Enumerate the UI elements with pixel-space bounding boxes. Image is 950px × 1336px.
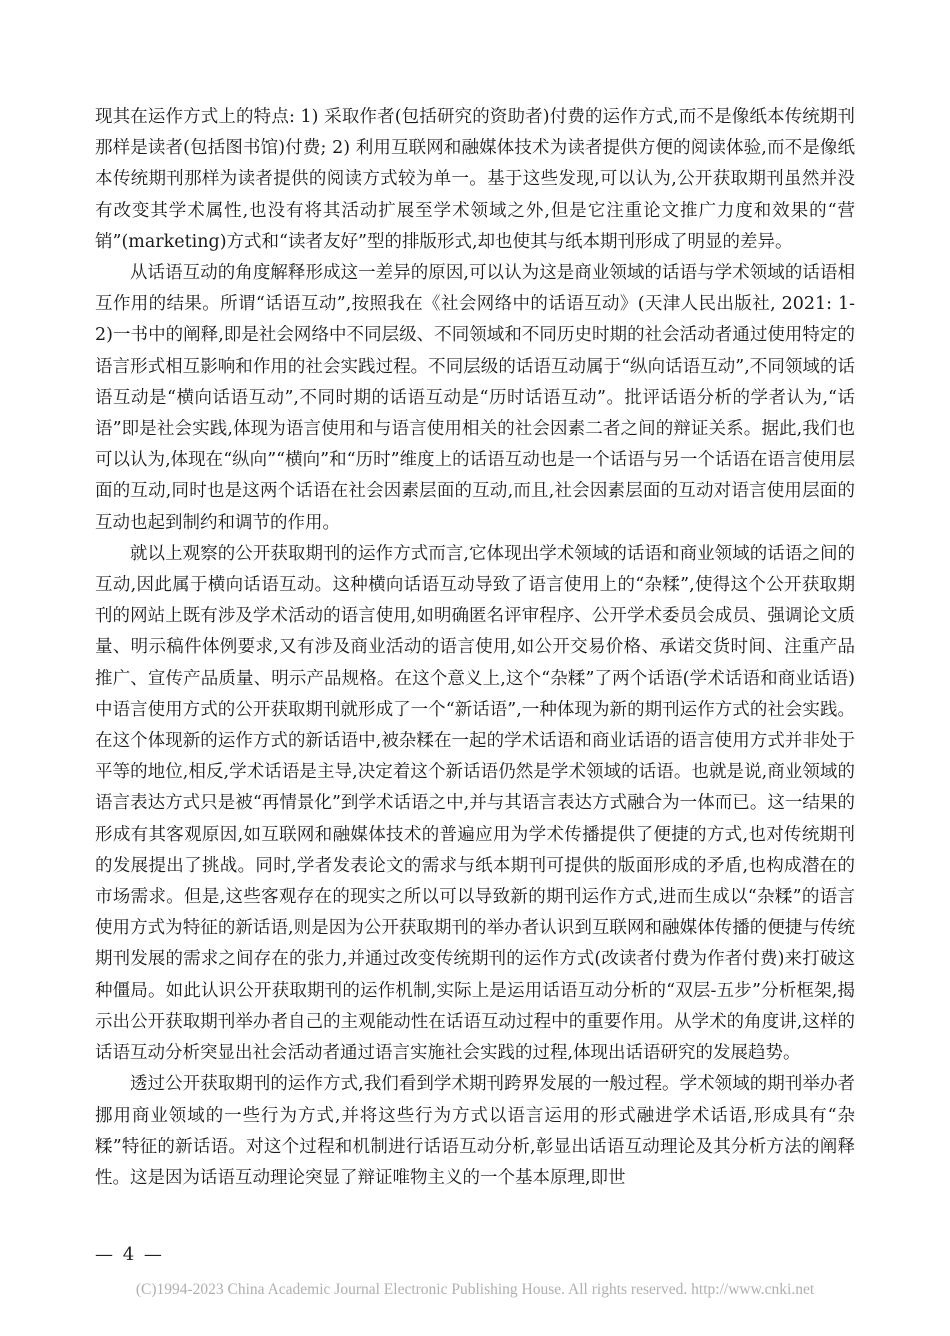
paragraph-4: 透过公开获取期刊的运作方式,我们看到学术期刊跨界发展的一般过程。学术领域的期刊举办者挪用商业领域的一些行为方式,并将这些行为方式以语言运用的形式融进学术话语,形成具有“杂糅”特征的新话语。对这个过程和机制进行话语互动分析,彰显出话语互动理论及其分析方法的阐释性。这是因为话语互动理论突显了辩证唯物主义的一个基本原理,即世 <box>95 1074 855 1188</box>
paragraph-2: 从话语互动的角度解释形成这一差异的原因,可以认为这是商业领域的话语与学术领域的话语相互作用的结果。所谓“话语互动”,按照我在《社会网络中的话语互动》(天津人民出版社, 2021: 1-2)一书中的阐释,即是社会网络中不同层级、不同领域和不同历史时期的社会活动者通过使用特定的语言形式相互影响和作用的社会实践过程。不同层级的话语互动属于“纵向话语互动”,不同领域的话语互动是“横向话语互动”,不同时期的话语互动是“历时话语互动”。批评话语分析的学者认为,“话语”即是社会实践,体现为语言使用和与语言使用相关的社会因素二者之间的辩证关系。据此,我们也可以认为,体现在“纵向”“横向”和“历时”维度上的话语互动也是一个话语与另一个话语在语言使用层面的互动,同时也是这两个话语在社会因素层面的互动,而且,社会因素层面的互动对语言使用层面的互动也起到制约和调节的作用。 <box>95 263 855 533</box>
article-body <box>95 102 855 1194</box>
page-number: — 4 — <box>95 1244 164 1265</box>
paragraph-3: 就以上观察的公开获取期刊的运作方式而言,它体现出学术领域的话语和商业领域的话语之间的互动,因此属于横向话语互动。这种横向话语互动导致了语言使用上的“杂糅”,使得这个公开获取期刊的网站上既有涉及学术活动的语言使用,如明确匿名评审程序、公开学术委员会成员、强调论文质量、明示稿件体例要求,又有涉及商业活动的语言使用,如公开交易价格、承诺交货时间、注重产品推广、宣传产品质量、明示产品规格。在这个意义上,这个“杂糅”了两个话语(学术话语和商业话语)中语言使用方式的公开获取期刊就形成了一个“新话语”,一种体现为新的期刊运作方式的社会实践。在这个体现新的运作方式的新话语中,被杂糅在一起的学术话语和商业话语的语言使用方式并非处于平等的地位,相反,学术话语是主导,决定着这个新话语仍然是学术领域的话语。也就是说,商业领域的语言表达方式只是被“再情景化”到学术话语之中,并与其语言表达方式融合为一体而已。这一结果的形成有其客观原因,如互联网和融媒体技术的普遍应用为学术传播提供了便捷的方式,也对传统期刊的发展提出了挑战。同时,学者发表论文的需求与纸本期刊可提供的版面形成的矛盾,也构成潜在的市场需求。但是,这些客观存在的现实之所以可以导致新的期刊运作方式,进而生成以“杂糅”的语言使用方式为特征的新话语,则是因为公开获取期刊的举办者认识到互联网和融媒体传播的便捷与传统期刊发展的需求之间存在的张力,并通过改变传统期刊的运作方式(改读者付费为作者付费)来打破这种僵局。如此认识公开获取期刊的运作机制,实际上是运用话语互动分析的“双层-五步”分析框架,揭示出公开获取期刊举办者自己的主观能动性在话语互动过程中的重要作用。从学术的角度讲,这样的话语互动分析突显出社会活动者通过语言实施社会实践的过程,体现出话语研究的发展趋势。 <box>95 543 855 1064</box>
copyright-watermark: (C)1994-2023 China Academic Journal Electronic Publishing House. All rights reserved. http://www.cnki.net <box>135 1281 815 1298</box>
paragraph-1: 现其在运作方式上的特点: 1) 采取作者(包括研究的资助者)付费的运作方式,而不是像纸本传统期刊那样是读者(包括图书馆)付费; 2) 利用互联网和融媒体技术为读者提供方便的阅读体验,而不是像纸本传统期刊那样为读者提供的阅读方式较为单一。基于这些发现,可以认为,公开获取期刊虽然并没有改变其学术属性,也没有将其活动扩展至学术领域之外,但是它注重论文推广力度和效果的“营销”(marketing)方式和“读者友好”型的排版形式,却也使其与纸本期刊形成了明显的差异。 <box>95 107 855 252</box>
